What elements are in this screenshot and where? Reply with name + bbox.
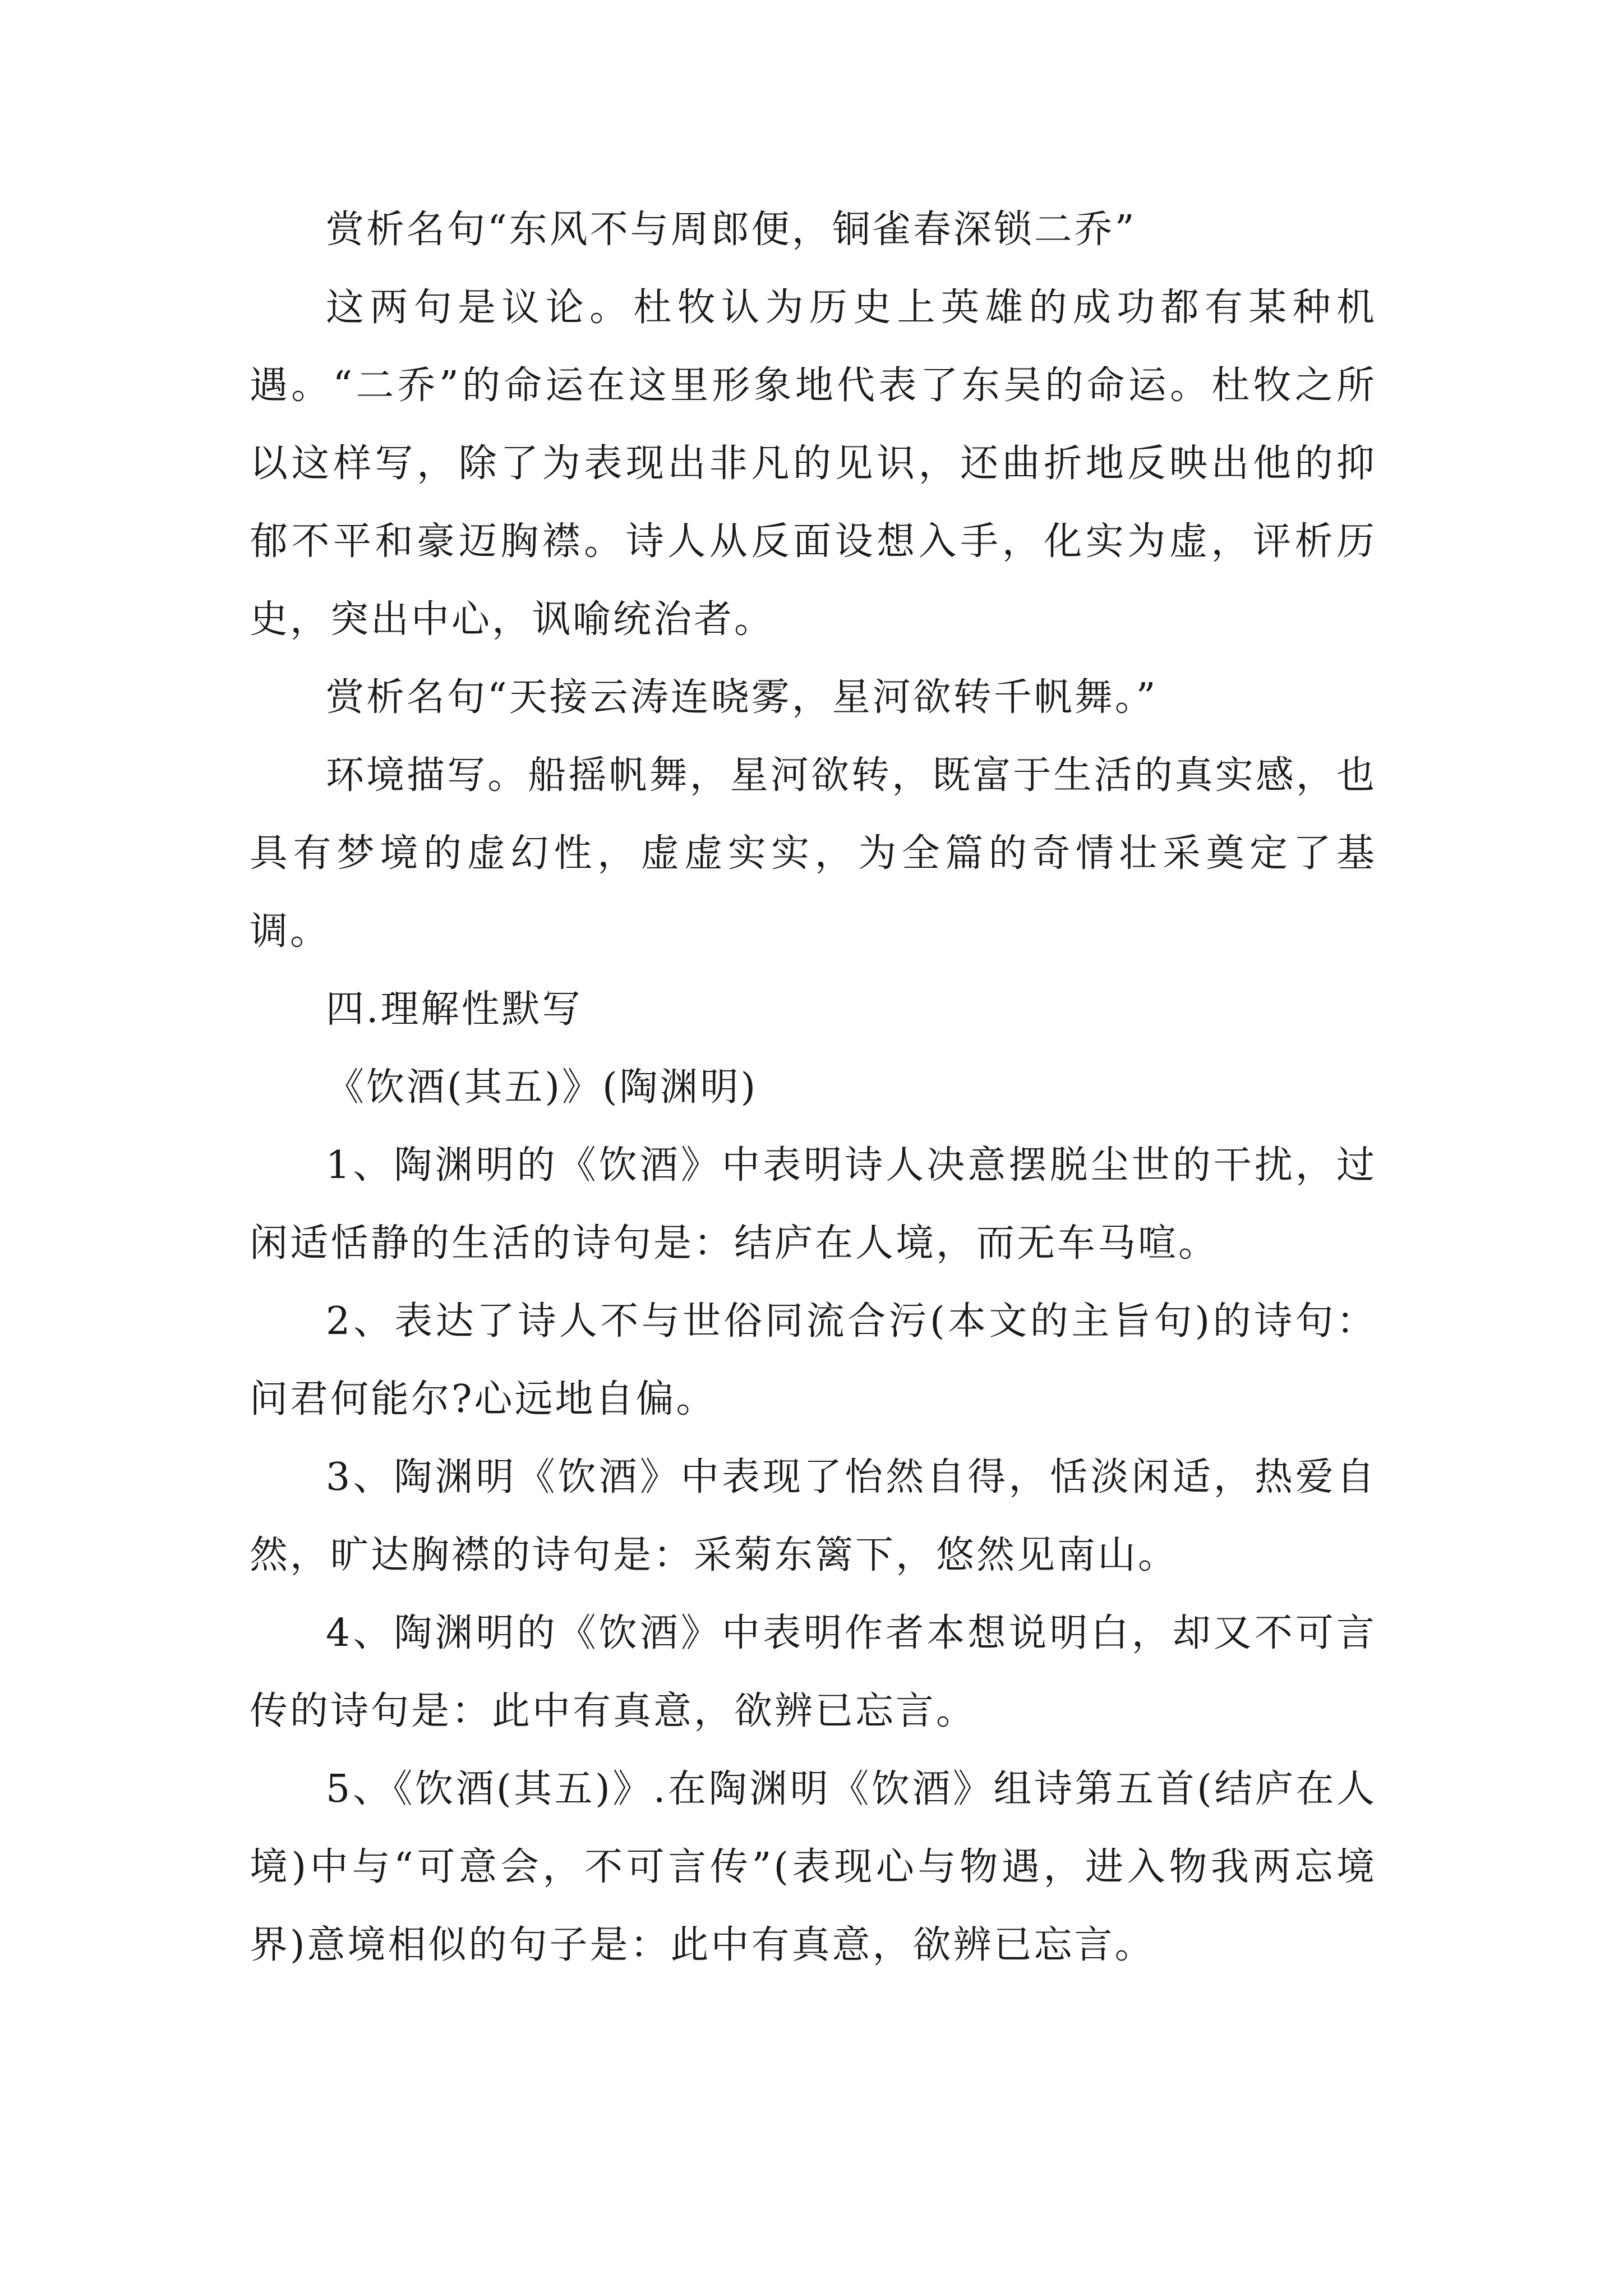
paragraph-analysis-2: 环境描写。船摇帆舞，星河欲转，既富于生活的真实感，也具有梦境的虚幻性，虚虚实实，为全篇的奇情壮采奠定了基调。 bbox=[250, 753, 1377, 954]
heading-appreciation-1: 赏析名句“东风不与周郎便，铜雀春深锁二乔” bbox=[326, 208, 1137, 252]
poem-title: 《饮酒(其五)》(陶渊明) bbox=[326, 1065, 758, 1110]
question-item-1: 1、陶渊明的《饮酒》中表明诗人决意摆脱尘世的干扰，过闲适恬静的生活的诗句是：结庐在人境，而无车马喧。 bbox=[250, 1143, 1377, 1266]
question-item-4: 4、陶渊明的《饮酒》中表明作者本想说明白，却又不可言传的诗句是：此中有真意，欲辨已忘言。 bbox=[250, 1611, 1377, 1733]
paragraph-analysis-1: 这两句是议论。杜牧认为历史上英雄的成功都有某种机遇。“二乔”的命运在这里形象地代表了东吴的命运。杜牧之所以这样写，除了为表现出非凡的见识，还曲折地反映出他的抑郁不平和豪迈胸襟。诗人从反面设想入手，化实为虚，评析历史，突出中心，讽喻统治者。 bbox=[250, 286, 1377, 642]
question-item-5: 5、《饮酒(其五)》.在陶渊明《饮酒》组诗第五首(结庐在人境)中与“可意会，不可言传”(表现心与物遇，进入物我两忘境界)意境相似的句子是：此中有真意，欲辨已忘言。 bbox=[250, 1767, 1377, 1967]
section-heading: 四.理解性默写 bbox=[326, 987, 583, 1032]
heading-appreciation-2: 赏析名句“天接云涛连晓雾，星河欲转千帆舞。” bbox=[326, 675, 1158, 720]
question-item-3: 3、陶渊明《饮酒》中表现了怡然自得，恬淡闲适，热爱自然，旷达胸襟的诗句是：采菊东篱下，悠然见南山。 bbox=[250, 1455, 1377, 1577]
document-page bbox=[250, 191, 1377, 1984]
question-item-2: 2、表达了诗人不与世俗同流合污(本文的主旨句)的诗句：问君何能尔?心远地自偏。 bbox=[250, 1299, 1377, 1421]
